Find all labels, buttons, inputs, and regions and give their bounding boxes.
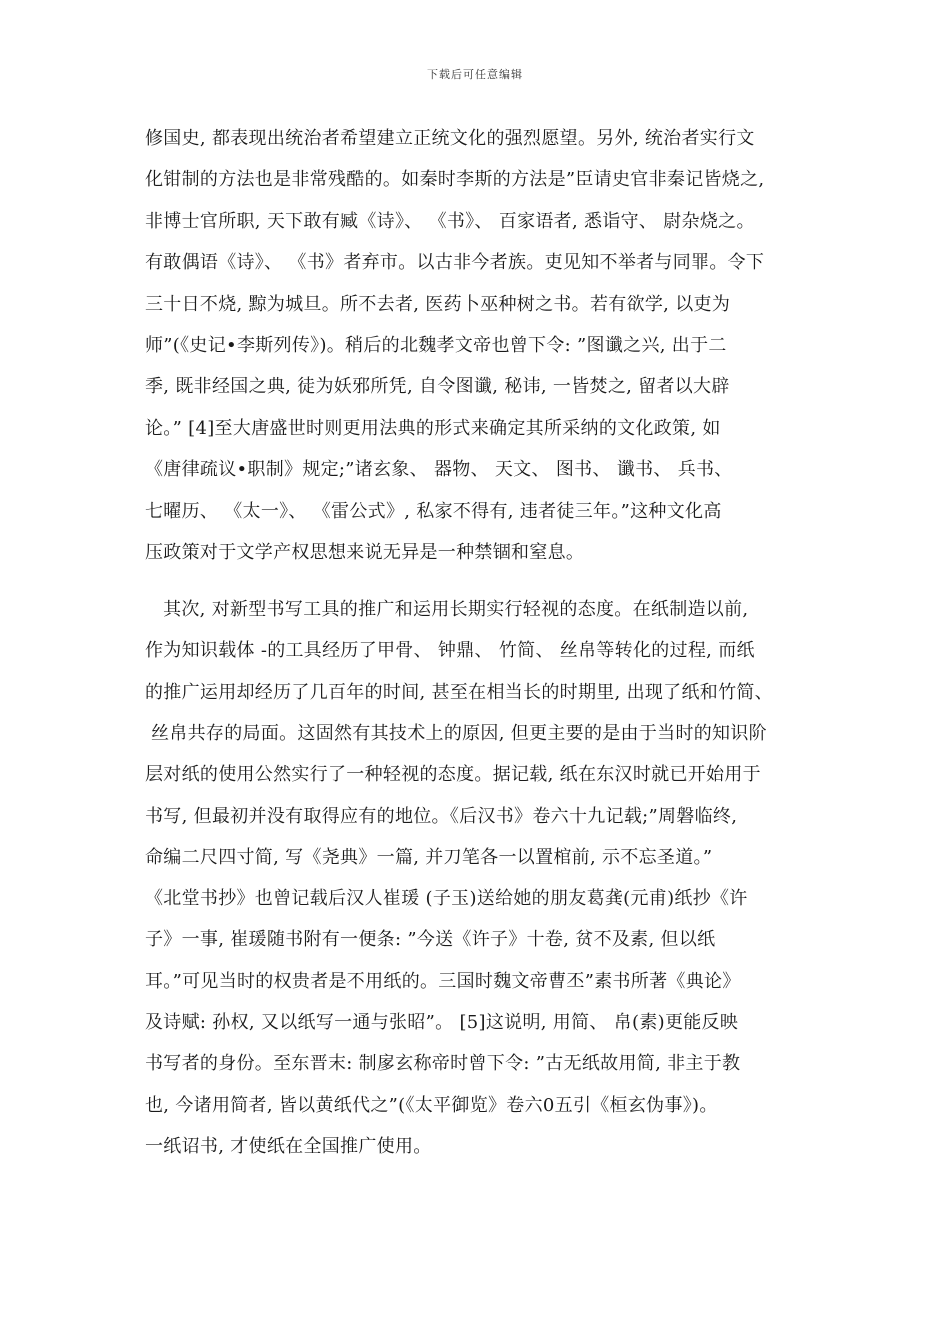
page-header: 下载后可任意编辑: [427, 68, 523, 81]
text-line: 书写者的身份。至东晋末: 制扅玄称帝时曾下令: ”古无纸故用简, 非主于教: [145, 1053, 741, 1075]
text-line: 作为知识载体 -的工具经历了甲骨、 钟鼎、 竹简、 丝帛等转化的过程, 而纸: [145, 640, 755, 662]
text-line: 三十日不烧, 黥为城旦。所不去者, 医药卜巫种树之书。若有欲学, 以吏为: [145, 293, 731, 315]
text-line: 其次, 对新型书写工具的推广和运用长期实行轻视的态度。在纸制造以前,: [145, 599, 749, 620]
text-line: 修国史, 都表现出统治者希望建立正统文化的强烈愿望。另外, 统治者实行文: [145, 128, 755, 149]
text-line: 丝帛共存的局面。这固然有其技术上的原因, 但更主要的是由于当时的知识阶: [145, 722, 767, 744]
text-line: 命编二尺四寸简, 写《尧典》一篇, 并刀笔各一以置棺前, 示不忘圣道。”: [145, 846, 713, 868]
text-line: 压政策对于文学产权思想来说无异是一种禁锢和窒息。: [145, 542, 585, 563]
text-line: 子》一事, 崔瑗随书附有一便条: ”今送《许子》十卷, 贫不及素, 但以纸: [145, 929, 716, 951]
text-line: 非博士官所职, 天下敢有臧《诗》、 《书》、 百家语者, 悉诣守、 尉杂烧之。: [145, 210, 755, 232]
text-line: 耳。”可见当时的权贵者是不用纸的。三国时魏文帝曹丕”素书所著《典论》: [145, 970, 741, 992]
text-line: 有敢偶语《诗》、 《书》者弃市。以古非今者族。吏见知不举者与同罪。令下: [145, 252, 765, 274]
text-line: 层对纸的使用公然实行了一种轻视的态度。据记载, 纸在东汉时就已开始用于: [145, 764, 761, 786]
text-line: 及诗赋: 孙权, 又以纸写一通与张昭”。 [5]这说明, 用简、 帛(素)更能反映: [145, 1012, 739, 1033]
text-line: 也, 今诸用简者, 皆以黄纸代之”(《太平御览》卷六0五引《桓玄伪事》)。: [145, 1094, 718, 1116]
text-line: 七曜历、 《太一》、 《雷公式》, 私家不得有, 违者徒三年。”这种文化高: [145, 500, 722, 522]
text-line: 的推广运用却经历了几百年的时间, 甚至在相当长的时期里, 出现了纸和竹简、: [145, 681, 773, 703]
text-line: 论。” [4]至大唐盛世时则更用法典的形式来确定其所采纳的文化政策, 如: [145, 417, 721, 439]
text-line: 《唐律疏议•职制》规定;”诸玄象、 器物、 天文、 图书、 谶书、 兵书、: [145, 459, 733, 481]
text-line: 师”(《史记•李斯列传》)。稍后的北魏孝文帝也曾下令: ”图谶之兴, 出于二: [145, 335, 727, 356]
text-line: 一纸诏书, 才使纸在全国推广使用。: [145, 1135, 432, 1157]
text-line: 季, 既非经国之典, 徒为妖邪所凭, 自令图谶, 秘讳, 一皆焚之, 留者以大辟: [145, 376, 730, 398]
text-line: 化钳制的方法也是非常残酷的。如秦时李斯的方法是”臣请史官非秦记皆烧之,: [145, 169, 765, 191]
text-line: 书写, 但最初并没有取得应有的地位。《后汉书》卷六十九记载;”周磐临终,: [145, 805, 738, 827]
text-line: 《北堂书抄》也曾记载后汉人崔瑗 (子玉)送给她的朋友葛龚(元甫)纸抄《许: [145, 888, 748, 910]
